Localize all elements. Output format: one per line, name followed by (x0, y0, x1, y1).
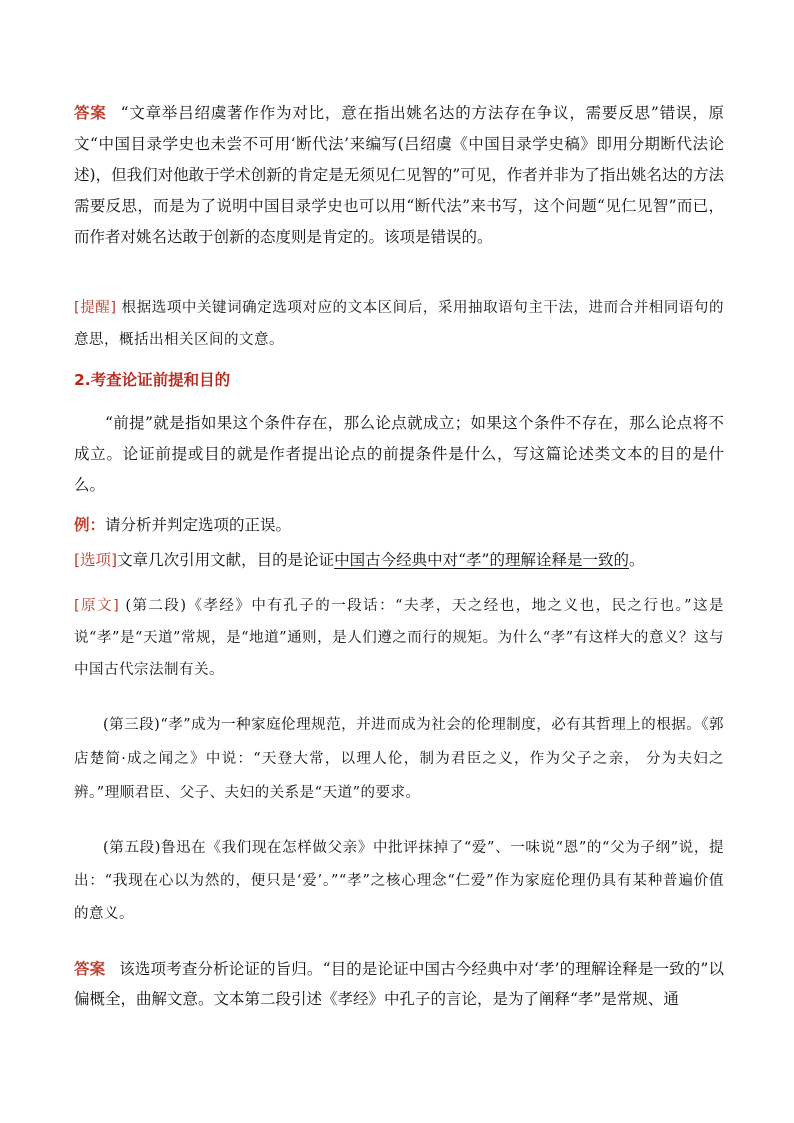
example-block (74, 512, 724, 538)
example-label: 例： (74, 516, 106, 534)
original-block (74, 590, 724, 686)
answer-paragraph-2 (74, 954, 724, 1014)
answer-text-2: 该选项考查分析论证的旨归。“目的是论证中国古今经典中对‘孝’的理解诠释是一致的”以偏概全，曲解文意。文本第二段引述《孝经》中孔子的言论，是为了阐释“孝”是常规、通 (74, 960, 724, 1008)
answer-label: 答案 (74, 104, 107, 122)
reminder-label: [提醒] (74, 300, 117, 316)
option-block (74, 547, 724, 573)
reminder-block (74, 292, 724, 356)
section-heading: 2.考查论证前提和目的 (74, 371, 231, 389)
original-block-2 (74, 708, 724, 810)
reminder-text: 根据选项中关键词确定选项对应的文本区间后，采用抽取语句主干法，进而合并相同语句的意思，概括出相关区间的文意。 (74, 300, 724, 348)
answer-text: “文章举吕绍虞著作作为对比，意在指出姚名达的方法存在争议，需要反思”错误，原文“中国目录学史也未尝不可用‘断代法’来编写(吕绍虞《中国目录学史稿》即用分期断代法论述)，但我们对他敢于学术创新的肯定是无须见仁见智的”可见，作者并非为了指出姚名达的方法需要反思，而是为了说明中国目录学史也可以用“断代法”来书写，这个问题“见仁见智”而已，而作者对姚名达敢于创新的态度则是肯定的。该项是错误的。 (74, 104, 724, 246)
example-text: 请分析并判定选项的正误。 (105, 516, 292, 534)
option-label: [选项] (74, 551, 118, 569)
reminder-paragraph (74, 292, 724, 356)
answer-label-2: 答案 (74, 960, 106, 978)
option-text-underlined: 中国古今经典中对“孝”的理解诠释是一致的 (334, 551, 629, 569)
intro-paragraph: “前提”就是指如果这个条件存在，那么论点就成立；如果这个条件不存在，那么论点将不成立。论证前提或目的就是作者提出论点的前提条件是什么，写这篇论述类文本的目的是什么。 (74, 414, 724, 494)
option-text-before: 文章几次引用文献，目的是论证 (117, 551, 335, 569)
example-paragraph (74, 512, 724, 538)
original-paragraph-3: (第五段)鲁迅在《我们现在怎样做父亲》中批评抹掉了“爱”、一味说“恩”的“父为子纲”说，提出：“我现在心以为然的，便只是‘爱’。”“孝”之核心理念“仁爱”作为家庭伦理仍具有某种普遍价值的意义。 (74, 840, 724, 922)
answer-block-2 (74, 954, 724, 1014)
option-text-after: 。 (628, 551, 645, 569)
section-heading-block (74, 368, 724, 390)
original-label: [原文] (74, 598, 120, 614)
original-p1-text: (第二段)《孝经》中有孔子的一段话：“夫孝，天之经也，地之义也，民之行也。”这是说“孝”是“天道”常规，是“地道”通则，是人们遵之而行的规矩。为什么“孝”有这样大的意义？这与中国古代宗法制有关。 (74, 598, 725, 678)
original-paragraph-1 (74, 590, 724, 686)
option-paragraph (74, 547, 724, 573)
intro-block (74, 408, 724, 501)
answer-block-1 (74, 98, 724, 253)
original-paragraph-2: (第三段)“孝”成为一种家庭伦理规范，并进而成为社会的伦理制度，必有其哲理上的根据。《郭店楚简·成之闻之》中说：“天登大常，以理人伦，制为君臣之义，作为父子之亲， 分为夫妇之辨。”理顺君臣、父子、夫妇的关系是“天道”的要求。 (74, 717, 724, 801)
original-block-3 (74, 832, 724, 931)
answer-paragraph-1 (74, 98, 724, 253)
